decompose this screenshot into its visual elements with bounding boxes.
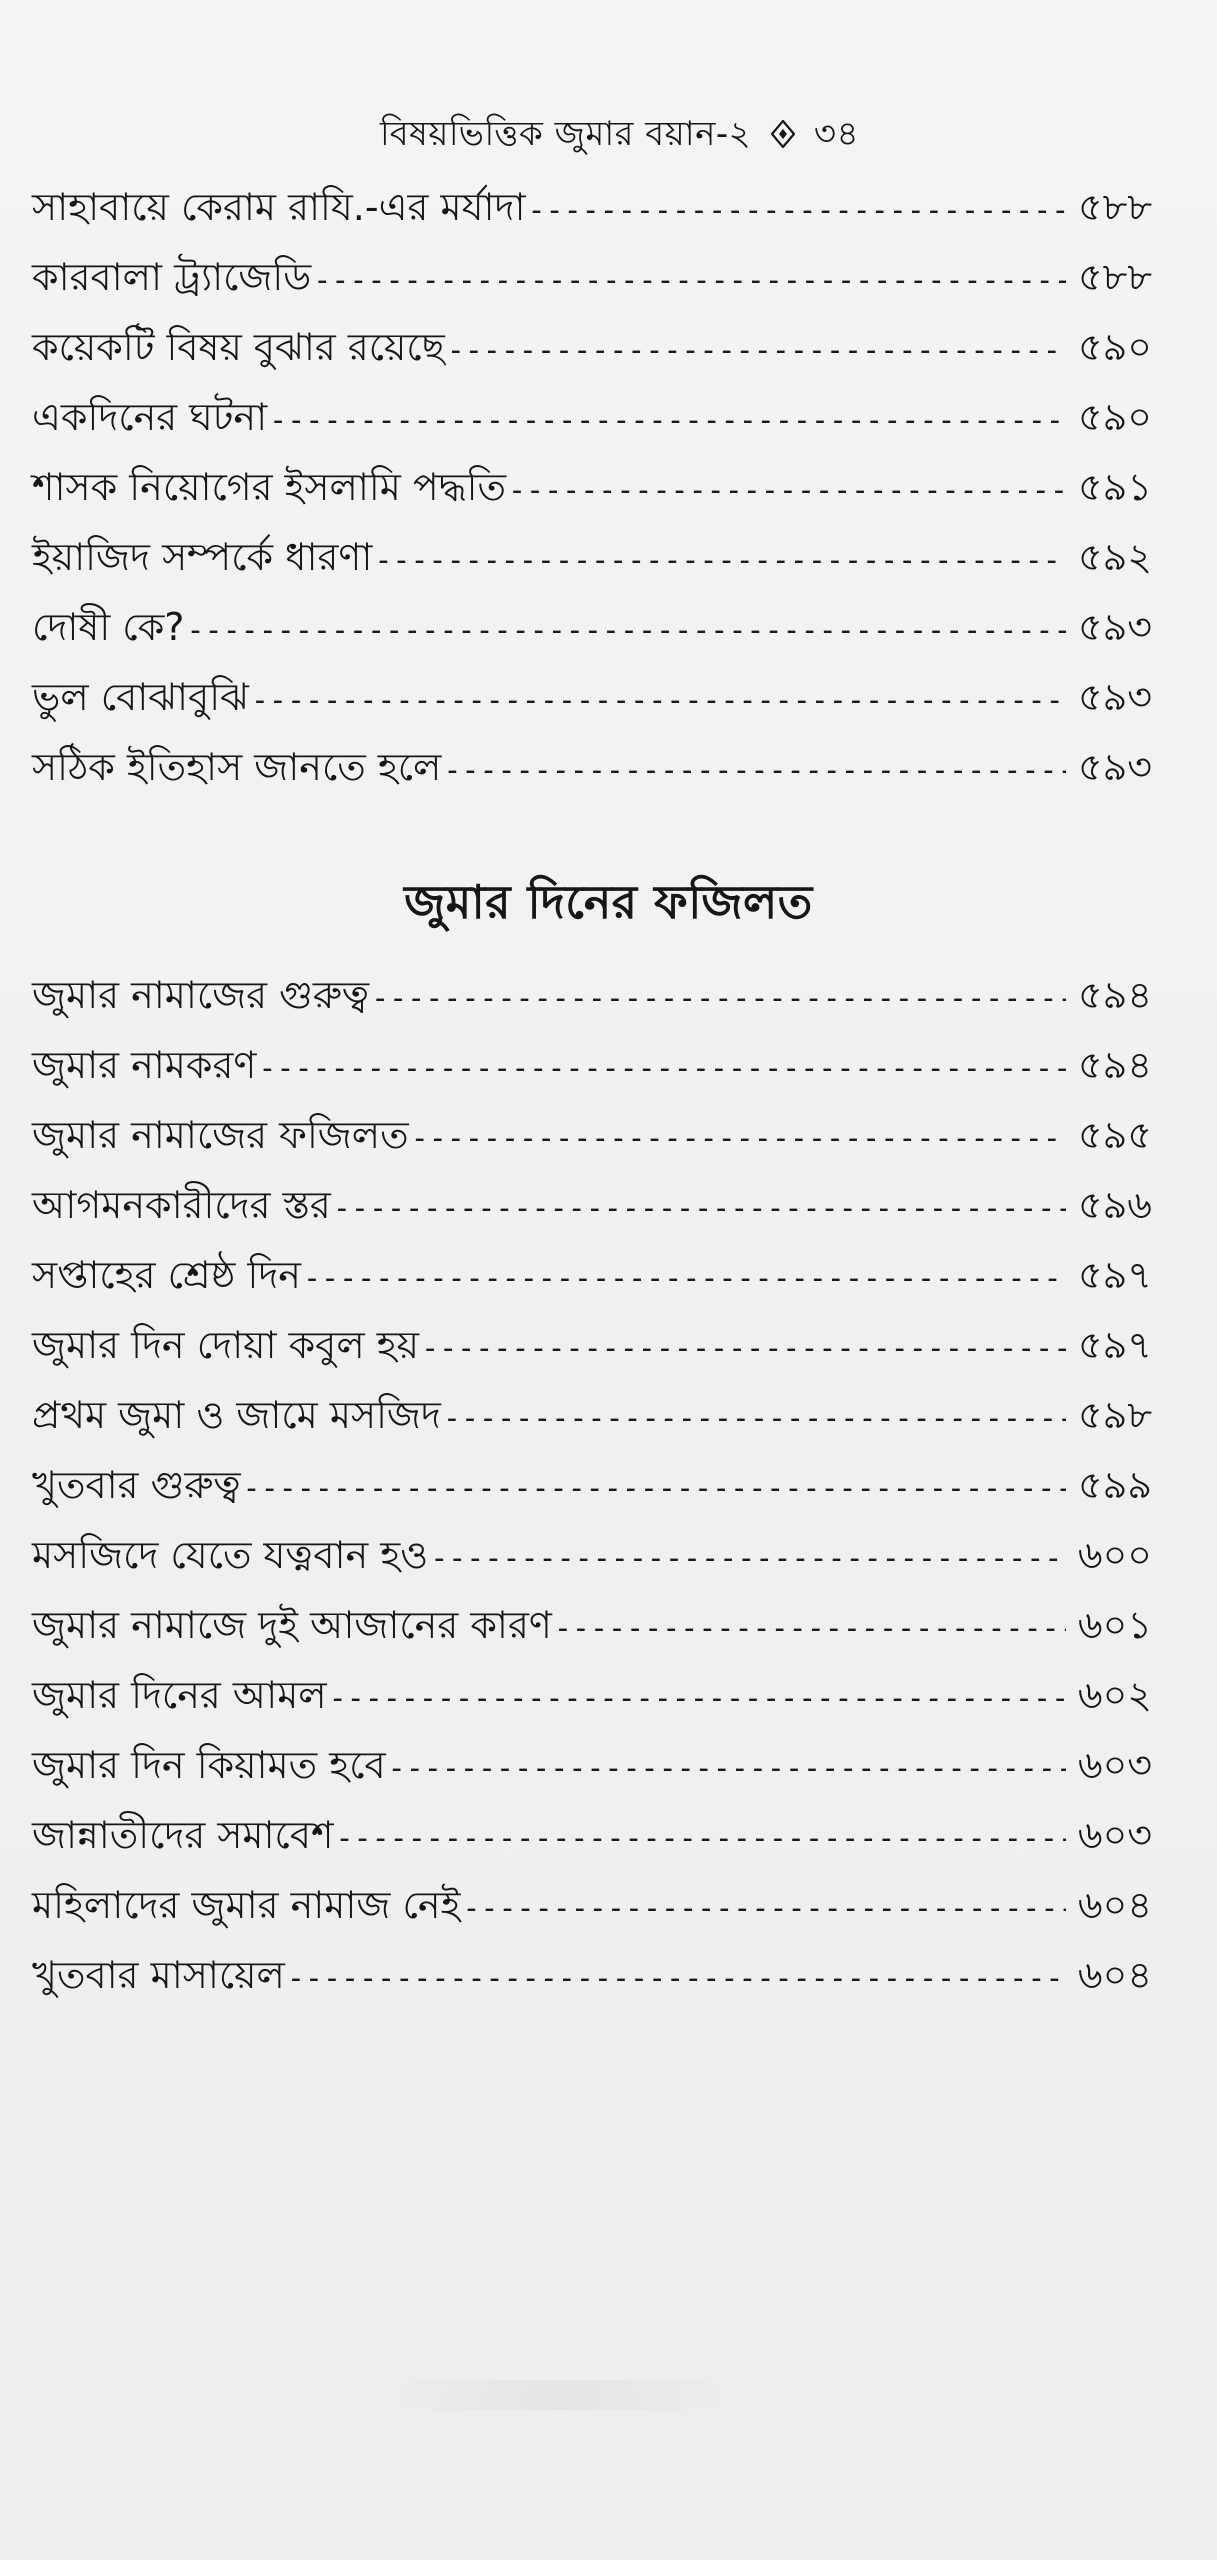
toc-entry — [32, 452, 1152, 522]
toc-entry — [32, 1800, 1152, 1870]
toc-entry-title: জুমার নামকরণ — [32, 1043, 257, 1087]
toc-entry — [32, 1730, 1152, 1800]
toc-entry-page: ৫৯৩ — [1077, 605, 1152, 649]
toc-entry — [32, 172, 1152, 242]
dash-leader — [443, 1384, 1066, 1454]
toc-entry-page: ৫৯২ — [1077, 535, 1152, 579]
toc-entry-page: ৬০৩ — [1077, 1813, 1152, 1857]
toc-entry-page: ৬০০ — [1077, 1533, 1152, 1577]
toc-entry — [32, 1380, 1152, 1450]
dash-leader — [333, 1174, 1066, 1244]
toc-entry-page: ৫৮৮ — [1078, 255, 1152, 299]
toc-entry — [32, 312, 1152, 382]
toc-entry-title: সাহাবায়ে কেরাম রাযি.-এর মর্যাদা — [32, 185, 526, 229]
toc-entry-title: খুতবার গুরুত্ব — [32, 1463, 241, 1507]
toc-entry-page: ৫৯৬ — [1077, 1183, 1152, 1227]
toc-entry-page: ৫৯৭ — [1077, 1253, 1152, 1297]
diamond-icon — [771, 118, 795, 153]
toc-entry — [32, 1240, 1152, 1310]
toc-list-part2 — [32, 960, 1152, 2010]
toc-entry — [32, 1870, 1152, 1940]
dash-leader — [447, 316, 1066, 386]
dash-leader — [508, 456, 1066, 526]
toc-list-part1 — [32, 172, 1152, 802]
toc-entry-page: ৫৯৪ — [1078, 973, 1152, 1017]
book-title: বিষয়ভিত্তিক জুমার বয়ান-২ — [380, 114, 752, 154]
toc-entry — [32, 522, 1152, 592]
toc-entry-title: কারবালা ট্র্যাজেডি — [32, 255, 312, 299]
toc-entry-title: দোষী কে? — [32, 605, 185, 649]
dash-leader — [329, 1664, 1066, 1734]
dash-leader — [313, 246, 1066, 316]
toc-entry-page: ৫৯১ — [1078, 465, 1152, 509]
toc-entry-title: সঠিক ইতিহাস জানতে হলে — [32, 745, 442, 789]
paper-texture — [380, 2380, 740, 2410]
toc-entry-page: ৫৯০ — [1077, 395, 1152, 439]
dash-leader — [462, 1874, 1066, 1944]
dash-leader — [251, 666, 1066, 736]
toc-entry-page: ৬০১ — [1077, 1603, 1152, 1647]
toc-entry-title: জুমার দিন কিয়ামত হবে — [32, 1743, 386, 1787]
dash-leader — [186, 596, 1066, 666]
toc-entry-page: ৬০৪ — [1077, 1953, 1152, 1997]
toc-entry-title: জান্নাতীদের সমাবেশ — [32, 1813, 334, 1857]
toc-entry — [32, 382, 1152, 452]
toc-entry — [32, 1450, 1152, 1520]
toc-entry-title: জুমার নামাজে দুই আজানের কারণ — [32, 1603, 552, 1647]
dash-leader — [411, 1104, 1066, 1174]
toc-entry-page: ৫৯৪ — [1078, 1043, 1152, 1087]
toc-entry — [32, 960, 1152, 1030]
toc-entry-page: ৫৯৯ — [1078, 1463, 1152, 1507]
toc-entry-page: ৫৯৫ — [1078, 1113, 1152, 1157]
toc-entry-page: ৫৯৭ — [1077, 1323, 1152, 1367]
toc-entry-title: জুমার দিন দোয়া কবুল হয় — [32, 1323, 420, 1367]
toc-entry-page: ৫৯৩ — [1077, 745, 1152, 789]
toc-entry-title: ভুল বোঝাবুঝি — [32, 675, 249, 719]
toc-entry-title: আগমনকারীদের স্তর — [32, 1183, 331, 1227]
toc-entry — [32, 1520, 1152, 1590]
toc-entry-title: জুমার নামাজের ফজিলত — [32, 1113, 409, 1157]
toc-entry-page: ৫৯৮ — [1078, 1393, 1152, 1437]
toc-entry-title: সপ্তাহের শ্রেষ্ঠ দিন — [32, 1253, 301, 1297]
toc-entry — [32, 242, 1152, 312]
dash-leader — [443, 736, 1066, 806]
toc-entry — [32, 1100, 1152, 1170]
section-title: জুমার দিনের ফজিলত — [404, 875, 813, 929]
toc-entry — [32, 1030, 1152, 1100]
dash-leader — [269, 386, 1066, 456]
dash-leader — [335, 1804, 1066, 1874]
toc-entry-title: শাসক নিয়োগের ইসলামি পদ্ধতি — [32, 465, 506, 509]
dash-leader — [430, 1524, 1066, 1594]
toc-entry — [32, 1170, 1152, 1240]
dash-leader — [374, 526, 1066, 596]
toc-entry — [32, 592, 1152, 662]
toc-entry — [32, 1660, 1152, 1730]
dash-leader — [303, 1244, 1066, 1314]
toc-entry-page: ৫৯৩ — [1077, 675, 1152, 719]
toc-entry-title: একদিনের ঘটনা — [32, 395, 268, 439]
toc-entry-title: জুমার দিনের আমল — [32, 1673, 327, 1717]
toc-entry — [32, 662, 1152, 732]
toc-entry-title: কয়েকটি বিষয় বুঝার রয়েছে — [32, 325, 445, 369]
dash-leader — [258, 1034, 1066, 1104]
dash-leader — [287, 1944, 1066, 2014]
dash-leader — [243, 1454, 1066, 1524]
toc-entry-page: ৫৯০ — [1077, 325, 1152, 369]
toc-entry-page: ৬০৩ — [1077, 1743, 1152, 1787]
toc-entry-title: মসজিদে যেতে যত্নবান হও — [32, 1533, 429, 1577]
dash-leader — [527, 176, 1066, 246]
toc-entry — [32, 732, 1152, 802]
toc-entry — [32, 1590, 1152, 1660]
toc-entry-title: খুতবার মাসায়েল — [32, 1953, 285, 1997]
toc-entry-title: ইয়াজিদ সম্পর্কে ধারণা — [32, 535, 373, 579]
toc-entry-title: জুমার নামাজের গুরুত্ব — [32, 973, 370, 1017]
dash-leader — [554, 1594, 1066, 1664]
toc-entry — [32, 1940, 1152, 2010]
toc-entry-page: ৫৮৮ — [1078, 185, 1152, 229]
dash-leader — [388, 1734, 1066, 1804]
dash-leader — [421, 1314, 1066, 1384]
page-number: ৩৪ — [813, 114, 860, 154]
toc-entry — [32, 1310, 1152, 1380]
toc-entry-page: ৬০৪ — [1077, 1883, 1152, 1927]
toc-entry-page: ৬০২ — [1077, 1673, 1152, 1717]
toc-entry-title: প্রথম জুমা ও জামে মসজিদ — [32, 1393, 441, 1437]
toc-entry-title: মহিলাদের জুমার নামাজ নেই — [32, 1883, 461, 1927]
dash-leader — [371, 964, 1066, 1034]
running-head — [380, 108, 859, 165]
